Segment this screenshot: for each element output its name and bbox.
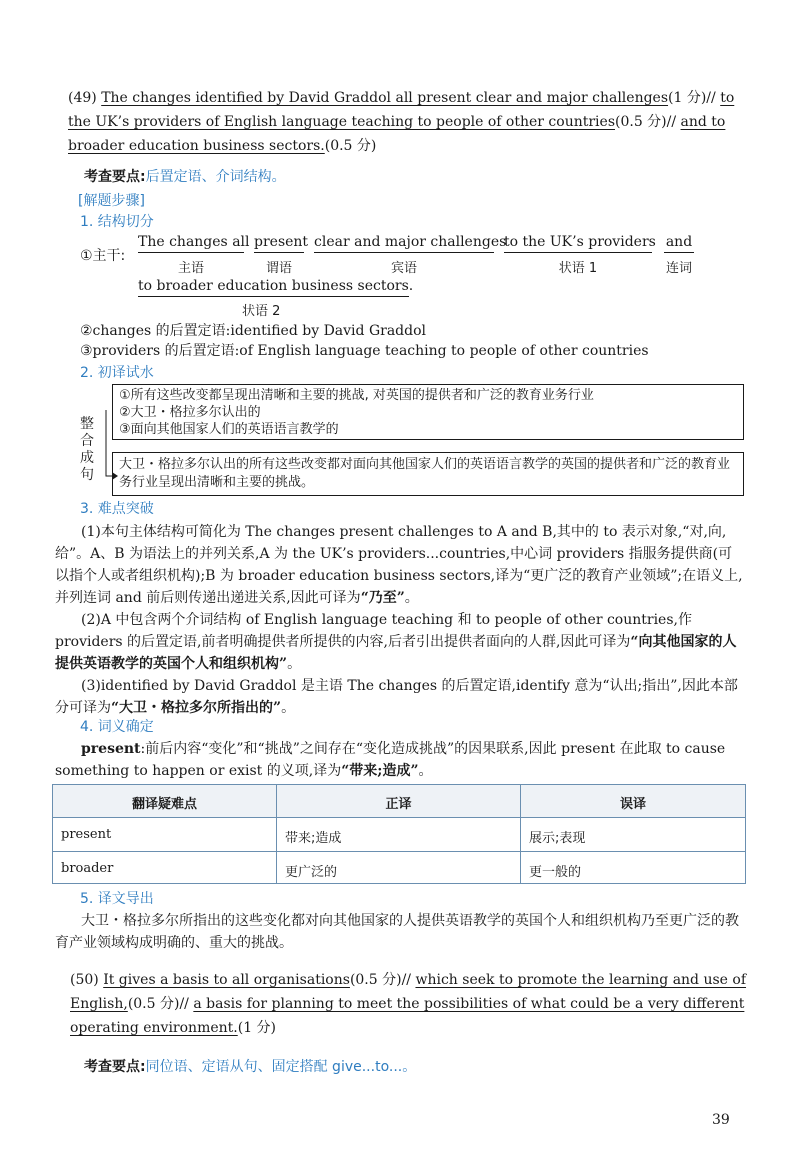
segment-conjunction: and 连词 bbox=[665, 234, 693, 276]
postmodifier-changes: ②changes 的后置定语:identified by David Graddol bbox=[80, 323, 426, 339]
segment-2a: to bbox=[720, 90, 735, 106]
section-1-title: 1. 结构切分 bbox=[80, 214, 154, 230]
main-clause-label: ①主干: bbox=[80, 248, 126, 264]
segment-subject: The changes all 主语 bbox=[138, 234, 250, 276]
table-header: 误译 bbox=[619, 797, 646, 812]
section-3-title: 3. 难点突破 bbox=[80, 501, 154, 517]
segment-object: clear and major challenges 宾语 bbox=[314, 234, 507, 276]
segment-2b: the UK’s providers of English language teaching to people of other countries bbox=[68, 114, 615, 130]
difficulty-paragraph-3: (3)identified by David Graddol 是主语 The changes 的后置定语,identify 意为“认出;指出”,因此本部分可译为“大卫・格拉多尔所指出的”。 bbox=[55, 678, 738, 716]
word-meaning-paragraph: present:前后内容“变化”和“挑战”之间存在“变化造成挑战”的因果联系,因此 present 在此取 to cause something to happen or exist 的义项,译为“带来;造成”。 bbox=[55, 741, 726, 779]
steps-title: [解题步骤] bbox=[78, 193, 145, 209]
key-points-label: 考查要点: bbox=[84, 169, 146, 185]
translation-table bbox=[52, 784, 746, 884]
section-5-title: 5. 译文导出 bbox=[80, 891, 154, 907]
segment-3a: a basis for planning to meet the possibilities of what could be a very different bbox=[193, 996, 745, 1012]
question-49 bbox=[68, 86, 734, 158]
score-3: (0.5 分) bbox=[324, 138, 377, 154]
initial-item-3: ③面向其他国家人们的英语语言教学的 bbox=[119, 422, 339, 437]
score-2: (0.5 分)// bbox=[127, 996, 189, 1012]
key-points-label: 考查要点: bbox=[84, 1059, 146, 1075]
segment-adverbial-1: to the UK’s providers 状语 1 bbox=[504, 234, 656, 276]
segment-adverbial-2: to broader education business sectors. bbox=[138, 276, 413, 296]
key-points-49 bbox=[84, 166, 286, 188]
initial-item-2: ②大卫・格拉多尔认出的 bbox=[119, 405, 261, 420]
difficulty-paragraph-2: (2)A 中包含两个介词结构 of English language teaching 和 to people of other countries,作 providers 的后置定语,前者明确提供者所提供的内容,后者引出提供者面向的人群,因此可译为“向其他国家的人提供英语教学的英国个人和组织机构”。 bbox=[55, 612, 737, 672]
question-50 bbox=[70, 968, 747, 1040]
merge-label: 整 合 成 句 bbox=[80, 416, 94, 483]
final-translation: 大卫・格拉多尔所指出的这些变化都对向其他国家的人提供英语教学的英国个人和组织机构乃至更广泛的教育产业领域构成明确的、重大的挑战。 bbox=[55, 913, 739, 951]
segment-3b: broader education business sectors. bbox=[68, 138, 325, 154]
segment-3a: and to bbox=[680, 114, 726, 130]
segment-verb: present 谓语 bbox=[254, 234, 309, 276]
segment-2a: which seek to promote the learning and use of bbox=[415, 972, 747, 988]
section-4-title: 4. 词义确定 bbox=[80, 719, 154, 735]
segment-2b: English, bbox=[70, 996, 128, 1012]
table-header: 正译 bbox=[385, 797, 412, 812]
score-1: (1 分)// bbox=[668, 90, 716, 106]
question-number: (50) bbox=[70, 972, 99, 988]
page-number: 39 bbox=[712, 1112, 730, 1128]
table-cell: present bbox=[61, 827, 112, 842]
segment-1: It gives a basis to all organisations bbox=[103, 972, 350, 988]
table-cell: 更一般的 bbox=[529, 865, 582, 880]
table-cell: broader bbox=[61, 861, 114, 876]
table-cell: 更广泛的 bbox=[285, 865, 338, 880]
score-3: (1 分) bbox=[237, 1020, 277, 1036]
table-header: 翻译疑难点 bbox=[131, 797, 197, 812]
key-points-50 bbox=[84, 1056, 416, 1078]
merged-translation-box: 大卫・格拉多尔认出的所有这些改变都对面向其他国家人们的英语语言教学的英国的提供者和广泛的教育业务行业呈现出清晰和主要的挑战。 bbox=[112, 452, 744, 496]
initial-item-1: ①所有这些改变都呈现出清晰和主要的挑战, 对英国的提供者和广泛的教育业务行业 bbox=[119, 388, 594, 403]
key-points-value: 同位语、定语从句、固定搭配 give...to...。 bbox=[145, 1059, 417, 1075]
key-points-value: 后置定语、介词结构。 bbox=[145, 169, 286, 185]
initial-translation-box bbox=[112, 384, 744, 440]
segment-adverbial-2-role: 状语 2 bbox=[242, 304, 281, 319]
table-cell: 带来;造成 bbox=[285, 831, 342, 846]
section-2-title: 2. 初译试水 bbox=[80, 365, 154, 381]
question-number: (49) bbox=[68, 90, 97, 106]
score-1: (0.5 分)// bbox=[349, 972, 412, 988]
segment-3b: operating environment. bbox=[70, 1020, 238, 1036]
difficulty-paragraph-1: (1)本句主体结构可简化为 The changes present challenges to A and B,其中的 to 表示对象,“对,向,给”。A、B 为语法上的并列关系,A 为 the UK’s providers...countries,中心词 providers 指服务提供商(可以指个人或者组织机构);B 为 broader education business sectors,译为“更广泛的教育产业领域”;在语义上,并列连词 and 前后则传递出递进关系,因此可译为“乃至”。 bbox=[55, 524, 743, 606]
table-cell: 展示;表现 bbox=[529, 831, 586, 846]
postmodifier-providers: ③providers 的后置定语:of English language teaching to people of other countries bbox=[80, 343, 649, 359]
segment-1: The changes identified by David Graddol all present clear and major challenges bbox=[101, 90, 669, 106]
score-2: (0.5 分)// bbox=[615, 114, 677, 130]
